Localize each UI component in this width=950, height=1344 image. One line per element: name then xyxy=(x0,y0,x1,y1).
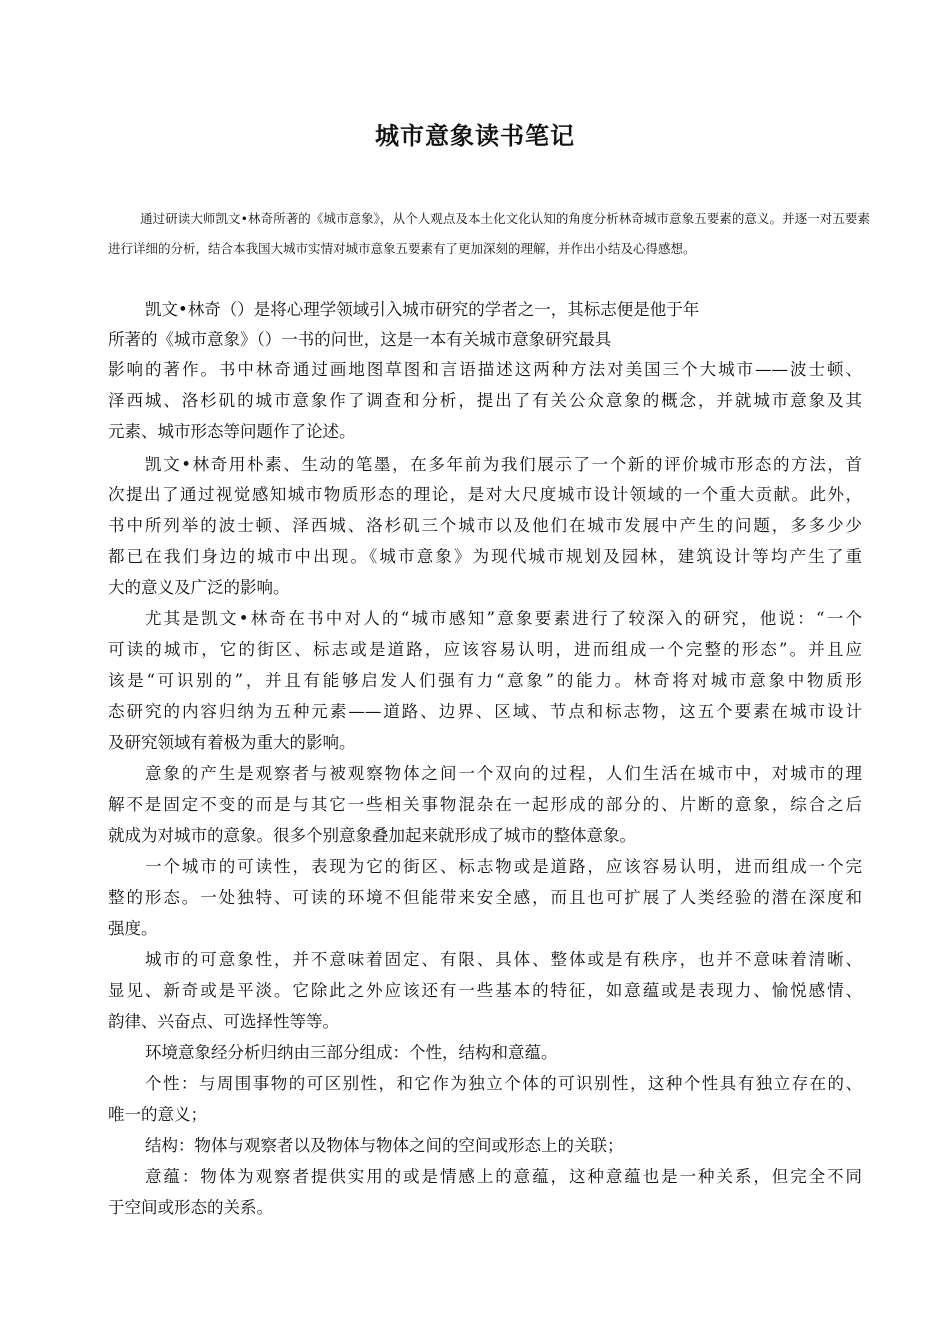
text-line: 强度。 xyxy=(108,919,158,938)
text-line: 整的形态。一处独特、可读的环境不但能带来安全感，而且也可扩展了人类经验的潜在深度和 xyxy=(108,888,862,907)
text-line: 一个城市的可读性，表现为它的街区、标志物或是道路，应该容易认明，进而组成一个完 xyxy=(145,857,862,876)
text-line: 态研究的内容归纳为五种元素——道路、边界、区域、节点和标志物，这五个要素在城市设计 xyxy=(108,702,862,721)
text-line: 意蕴：物体为观察者提供实用的或是情感上的意蕴，这种意蕴也是一种关系，但完全不同 xyxy=(145,1167,862,1186)
text-line: 就成为对城市的意象。很多个别意象叠加起来就形成了城市的整体意象。 xyxy=(108,826,636,845)
document-title: 城市意象读书笔记 xyxy=(375,122,575,150)
text-line: 环境意象经分析归纳由三部分组成：个性，结构和意蕴。 xyxy=(145,1043,558,1062)
text-line: 唯一的意义； xyxy=(108,1105,207,1124)
text-line: 及研究领域有着极为重大的影响。 xyxy=(108,733,356,752)
text-line: 城市的可意象性，并不意味着固定、有限、具体、整体或是有秩序，也并不意味着清晰、 xyxy=(145,950,862,969)
text-line: 大的意义及广泛的影响。 xyxy=(108,578,290,597)
text-line: 个性：与周围事物的可区别性，和它作为独立个体的可识别性，这种个性具有独立存在的、 xyxy=(145,1074,862,1093)
text-line: 显见、新奇或是平淡。它除此之外应该还有一些基本的特征，如意蕴或是表现力、愉悦感情、 xyxy=(108,981,862,1000)
abstract-text: 通过研读大师凯文•林奇所著的《城市意象》，从个人观点及本土化文化认知的角度分析林奇城市意象五要素的意义。并逐一对五要素进行详细的分析，结合本我国大城市实情对城市意象五要素有了更加深刻的理解，并作出小结及心得感想。 xyxy=(108,211,870,256)
text-line: 书中所列举的波士顿、泽西城、洛杉矶三个城市以及他们在城市发展中产生的问题，多多少少 xyxy=(108,516,862,535)
text-line: 次提出了通过视觉感知城市物质形态的理论，是对大尺度城市设计领域的一个重大贡献。此外， xyxy=(108,485,862,504)
abstract-paragraph xyxy=(108,204,870,264)
text-line: 解不是固定不变的而是与其它一些相关事物混杂在一起形成的部分的、片断的意象，综合之后 xyxy=(108,795,862,814)
text-line: 凯文•林奇（）是将心理学领域引入城市研究的学者之一，其标志便是他于年 xyxy=(145,300,700,319)
text-line: 凯文•林奇用朴素、生动的笔墨，在多年前为我们展示了一个新的评价城市形态的方法，首 xyxy=(145,455,862,474)
text-line: 可读的城市，它的街区、标志或是道路，应该容易认明，进而组成一个完整的形态”。并且应 xyxy=(108,640,862,659)
text-line: 结构：物体与观察者以及物体与物体之间的空间或形态上的关联； xyxy=(145,1136,624,1155)
text-line: 都已在我们身边的城市中出现。《城市意象》为现代城市规划及园林，建筑设计等均产生了重 xyxy=(108,547,862,566)
text-line: 影响的著作。书中林奇通过画地图草图和言语描述这两种方法对美国三个大城市——波士顿、 xyxy=(108,360,862,379)
text-line: 元素、城市形态等问题作了论述。 xyxy=(108,422,356,441)
text-line: 于空间或形态的关系。 xyxy=(108,1198,273,1217)
text-line: 泽西城、洛杉矶的城市意象作了调查和分析，提出了有关公众意象的概念，并就城市意象及其 xyxy=(108,391,862,410)
text-line: 意象的产生是观察者与被观察物体之间一个双向的过程，人们生活在城市中，对城市的理 xyxy=(145,764,862,783)
text-line: 所著的《城市意象》（）一书的问世，这是一本有关城市意象研究最具 xyxy=(108,330,612,349)
text-line: 韵律、兴奋点、可选择性等等。 xyxy=(108,1012,339,1031)
text-line: 该是“可识别的”，并且有能够启发人们强有力“意象”的能力。林奇将对城市意象中物质形 xyxy=(108,671,862,690)
text-line: 尤其是凯文•林奇在书中对人的“城市感知”意象要素进行了较深入的研究，他说：“一个 xyxy=(145,609,862,628)
